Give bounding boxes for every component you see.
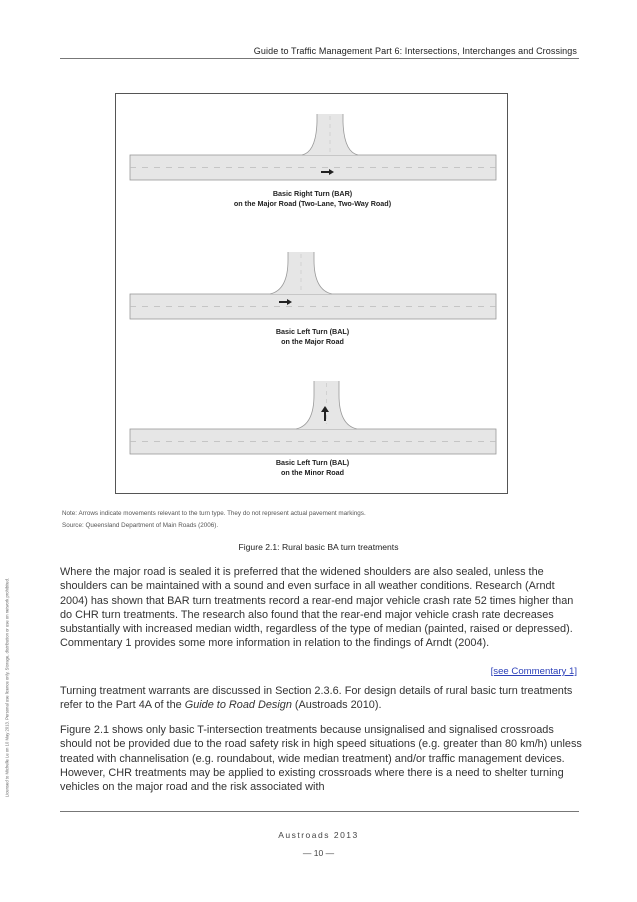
diagram-bar-major-road — [130, 114, 496, 180]
figure-source: Source: Queensland Department of Main Roads (2006). — [62, 522, 219, 529]
diagram-bal-major-road — [130, 252, 496, 319]
figure-note: Note: Arrows indicate movements relevant to the turn type. They do not represent actual pavement markings. — [62, 510, 366, 517]
paragraph-2-text-b: (Austroads 2010). — [291, 699, 382, 712]
diagram2-label-line2: on the Major Road — [281, 336, 344, 346]
diagram1-label-line1: Basic Right Turn (BAR) — [272, 189, 353, 198]
diagram2-label-line1: Basic Left Turn (BAL) — [275, 327, 350, 336]
diagram1-label-line2: on the Major Road (Two-Lane, Two-Way Road) — [233, 198, 392, 208]
footer-divider — [60, 811, 579, 812]
footer-brand: Austroads 2013 — [278, 830, 359, 840]
diagram2-label — [116, 327, 509, 346]
figure-2-1-box — [115, 93, 508, 494]
licence-side-note-text: Licensed to Michelle Le on 10 May 2013. Personal use licence only. Storage, distribution or use on network prohibited. — [4, 577, 10, 798]
diagram3-label — [116, 458, 509, 477]
diagram1-label — [116, 189, 509, 208]
page-number: — 10 — — [302, 848, 335, 858]
paragraph-2-text-a: Turning treatment warrants are discussed in Section 2.3.6. For design details of rural basic turn treatments refer to the Part 4A of the — [60, 685, 573, 712]
diagram3-label-line1: Basic Left Turn (BAL) — [275, 458, 350, 467]
paragraph-1: Where the major road is sealed it is preferred that the widened shoulders are also sealed, unless the shoulders can be maintained with a sound and even surface in all weather conditions. Research (Arndt 2004) has shown that BAR turn treatments record a rear-end major vehicle crash rate 52 times higher than do CHR turn treatments. The research also found that the rear-end major vehicle crash rate decreases substantially with increased median width, regardless of the type of median (painted, raised or depressed). Commentary 1 provides some more information in relation to the findings of Arndt (2004). — [60, 566, 574, 650]
diagram-bal-minor-road — [130, 381, 496, 454]
paragraph-3: Figure 2.1 shows only basic T-intersection treatments because unsignalised and signalised crossroads should not be provided due to the road safety risk in high speed situations (e.g. greater than 80 km/h) unless treated with channelisation (e.g. roundabout, wide median treatment) and/or traffic management devices. However, CHR treatments may be applied to existing crossroads where there is a need to shelter turning vehicles on the major road and the risk associated with — [60, 724, 582, 794]
intersection-diagrams — [116, 94, 509, 495]
running-header: Guide to Traffic Management Part 6: Intersections, Interchanges and Crossings — [253, 46, 577, 56]
commentary-1-link[interactable]: [see Commentary 1] — [490, 666, 577, 677]
paragraph-2 — [60, 684, 585, 713]
guide-to-road-design-title: Guide to Road Design — [184, 699, 292, 712]
diagram3-label-line2: on the Minor Road — [280, 467, 345, 477]
header-divider — [60, 58, 579, 59]
figure-caption: Figure 2.1: Rural basic BA turn treatments — [238, 542, 399, 552]
licence-side-note — [2, 520, 12, 860]
